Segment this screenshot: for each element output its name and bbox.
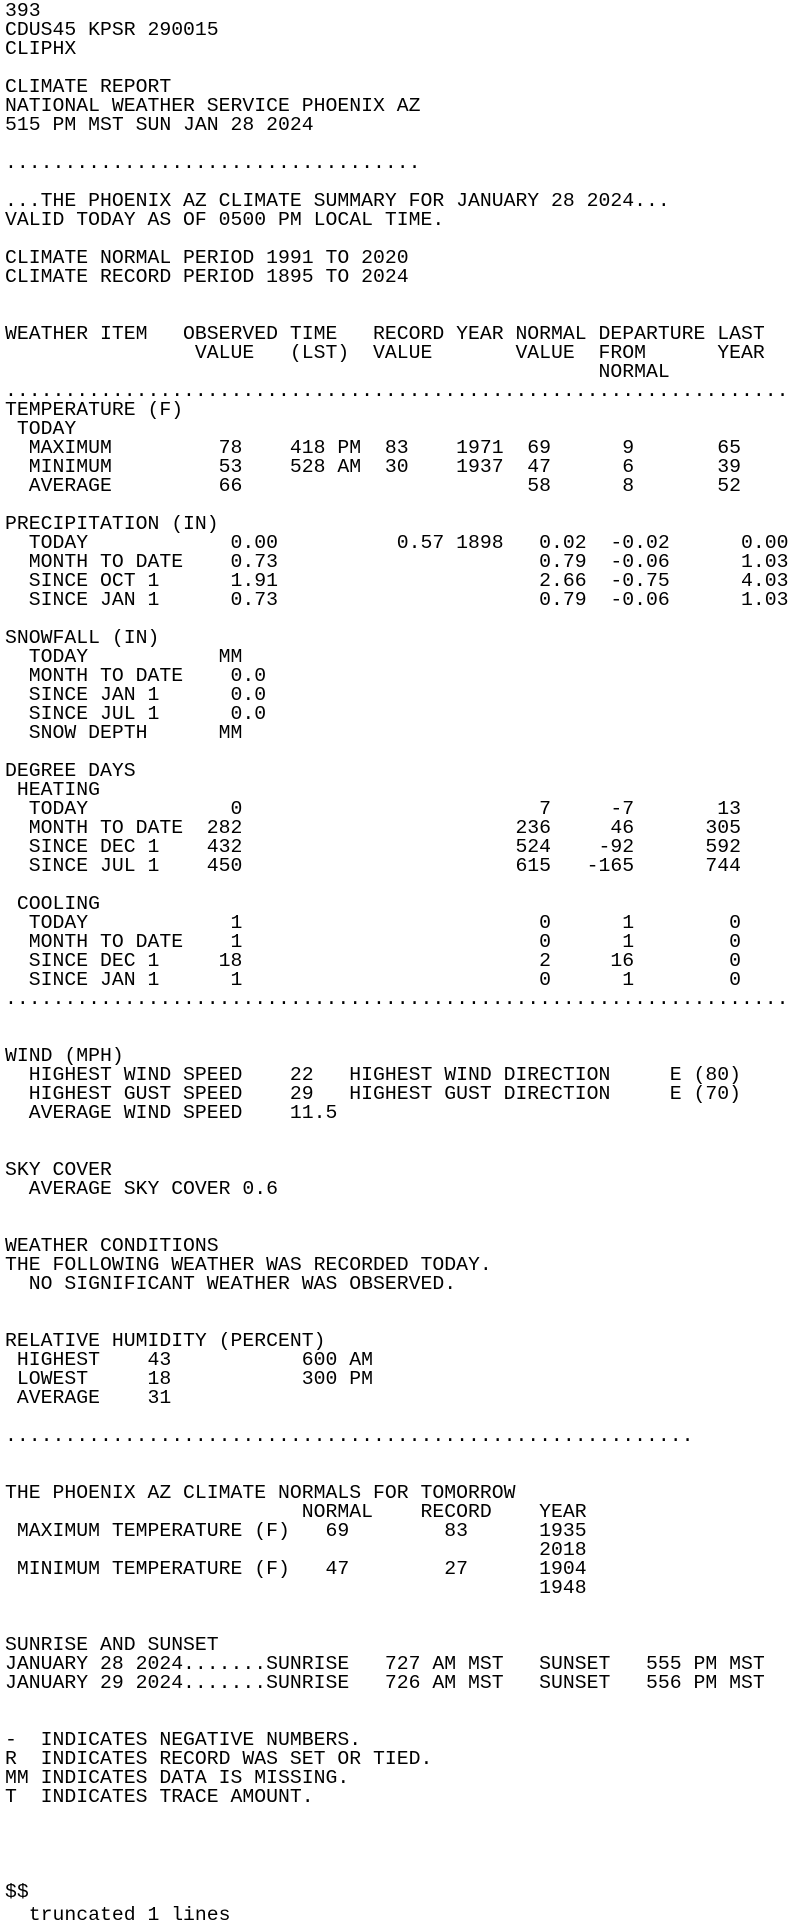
report-line: WIND (MPH) — [5, 1045, 124, 1067]
report-line: COOLING — [5, 893, 100, 915]
report-line: TODAY 0 7 -7 13 — [5, 798, 741, 820]
report-line: VALUE (LST) VALUE VALUE FROM YEAR — [5, 342, 765, 364]
report-line: SINCE JAN 1 0.0 — [5, 684, 267, 706]
report-line: HEATING — [5, 779, 100, 801]
report-line: CLIMATE NORMAL PERIOD 1991 TO 2020 — [5, 247, 409, 269]
report-line — [5, 1845, 788, 1864]
report-line: MONTH TO DATE 1 0 1 0 — [5, 931, 741, 953]
report-line: R INDICATES RECORD WAS SET OR TIED. — [5, 1748, 433, 1770]
report-line: MAXIMUM 78 418 PM 83 1971 69 9 65 — [5, 437, 741, 459]
report-line: 1948 — [5, 1577, 587, 1599]
report-line: AVERAGE WIND SPEED 11.5 — [5, 1102, 338, 1124]
report-line — [5, 1294, 788, 1313]
report-line — [5, 1446, 788, 1465]
report-line: .......................................................... — [5, 1425, 694, 1447]
report-line: SINCE JUL 1 450 615 -165 744 — [5, 855, 741, 877]
report-line: CLIMATE RECORD PERIOD 1895 TO 2024 — [5, 266, 409, 288]
report-line: SINCE JAN 1 0.73 0.79 -0.06 1.03 — [5, 589, 789, 611]
report-line: HIGHEST 43 600 AM — [5, 1349, 373, 1371]
report-line: MAXIMUM TEMPERATURE (F) 69 83 1935 — [5, 1520, 587, 1542]
report-line: .................................................................. — [5, 988, 789, 1010]
report-line: ................................... — [5, 152, 421, 174]
report-line: - INDICATES NEGATIVE NUMBERS. — [5, 1729, 362, 1751]
report-line: MM INDICATES DATA IS MISSING. — [5, 1767, 350, 1789]
report-line: CDUS45 KPSR 290015 — [5, 19, 219, 41]
report-line: WEATHER CONDITIONS — [5, 1235, 219, 1257]
report-line: CLIMATE REPORT — [5, 76, 172, 98]
report-line — [5, 1693, 788, 1712]
report-line: SUNRISE AND SUNSET — [5, 1634, 219, 1656]
report-line: TODAY — [5, 418, 77, 440]
report-line: SINCE OCT 1 1.91 2.66 -0.75 4.03 — [5, 570, 789, 592]
report-line: AVERAGE 66 58 8 52 — [5, 475, 741, 497]
report-line: SINCE DEC 1 18 2 16 0 — [5, 950, 741, 972]
report-line: WEATHER ITEM OBSERVED TIME RECORD YEAR NORMAL DEPARTURE LAST — [5, 323, 765, 345]
report-line: MONTH TO DATE 0.0 — [5, 665, 267, 687]
report-line: 515 PM MST SUN JAN 28 2024 — [5, 114, 314, 136]
report-line — [5, 1009, 788, 1028]
report-line — [5, 1199, 788, 1218]
report-line: THE FOLLOWING WEATHER WAS RECORDED TODAY. — [5, 1254, 492, 1276]
report-line: SINCE JUL 1 0.0 — [5, 703, 267, 725]
report-line: SKY COVER — [5, 1159, 112, 1181]
report-line: AVERAGE SKY COVER 0.6 — [5, 1178, 279, 1200]
report-line: HIGHEST WIND SPEED 22 HIGHEST WIND DIRECTION E (80) — [5, 1064, 741, 1086]
report-line: NORMAL RECORD YEAR — [5, 1501, 587, 1523]
report-line: $$ — [5, 1881, 29, 1903]
report-line: MONTH TO DATE 282 236 46 305 — [5, 817, 741, 839]
report-line: TEMPERATURE (F) — [5, 399, 184, 421]
report-line — [5, 1598, 788, 1617]
report-line: JANUARY 28 2024.......SUNRISE 727 AM MST SUNSET 555 PM MST — [5, 1653, 765, 1675]
report-line — [5, 1864, 788, 1883]
report-line: DEGREE DAYS — [5, 760, 136, 782]
report-line: TODAY 0.00 0.57 1898 0.02 -0.02 0.00 — [5, 532, 789, 554]
report-line: TODAY MM — [5, 646, 243, 668]
report-line: ...THE PHOENIX AZ CLIMATE SUMMARY FOR JANUARY 28 2024... — [5, 190, 670, 212]
report-line: SNOW DEPTH MM — [5, 722, 243, 744]
report-line: HIGHEST GUST SPEED 29 HIGHEST GUST DIRECTION E (70) — [5, 1083, 741, 1105]
report-line: TODAY 1 0 1 0 — [5, 912, 741, 934]
report-line: AVERAGE 31 — [5, 1387, 172, 1409]
report-line: THE PHOENIX AZ CLIMATE NORMALS FOR TOMORROW — [5, 1482, 516, 1504]
report-line: RELATIVE HUMIDITY (PERCENT) — [5, 1330, 326, 1352]
report-line: .................................................................. — [5, 380, 789, 402]
report-line: MINIMUM TEMPERATURE (F) 47 27 1904 — [5, 1558, 587, 1580]
report-line: SINCE JAN 1 1 0 1 0 — [5, 969, 741, 991]
report-line: PRECIPITATION (IN) — [5, 513, 219, 535]
report-line — [5, 1142, 788, 1161]
climate-report-text — [5, 2, 788, 1902]
report-line — [5, 1807, 788, 1826]
report-line: SNOWFALL (IN) — [5, 627, 160, 649]
report-line: NATIONAL WEATHER SERVICE PHOENIX AZ — [5, 95, 421, 117]
report-line: CLIPHX — [5, 38, 77, 60]
report-line: MINIMUM 53 528 AM 30 1937 47 6 39 — [5, 456, 741, 478]
truncation-notice: truncated 1 lines — [5, 1904, 231, 1926]
report-line: JANUARY 29 2024.......SUNRISE 726 AM MST SUNSET 556 PM MST — [5, 1672, 765, 1694]
report-line — [5, 876, 788, 895]
report-line — [5, 287, 788, 306]
report-line: T INDICATES TRACE AMOUNT. — [5, 1786, 314, 1808]
report-line — [5, 1123, 788, 1142]
report-line: NORMAL — [5, 361, 670, 383]
report-line: MONTH TO DATE 0.73 0.79 -0.06 1.03 — [5, 551, 789, 573]
report-line: VALID TODAY AS OF 0500 PM LOCAL TIME. — [5, 209, 445, 231]
report-line — [5, 1826, 788, 1845]
report-line: 2018 — [5, 1539, 587, 1561]
report-line: 393 — [5, 0, 41, 22]
report-line: NO SIGNIFICANT WEATHER WAS OBSERVED. — [5, 1273, 457, 1295]
report-line: SINCE DEC 1 432 524 -92 592 — [5, 836, 741, 858]
report-line: LOWEST 18 300 PM — [5, 1368, 373, 1390]
